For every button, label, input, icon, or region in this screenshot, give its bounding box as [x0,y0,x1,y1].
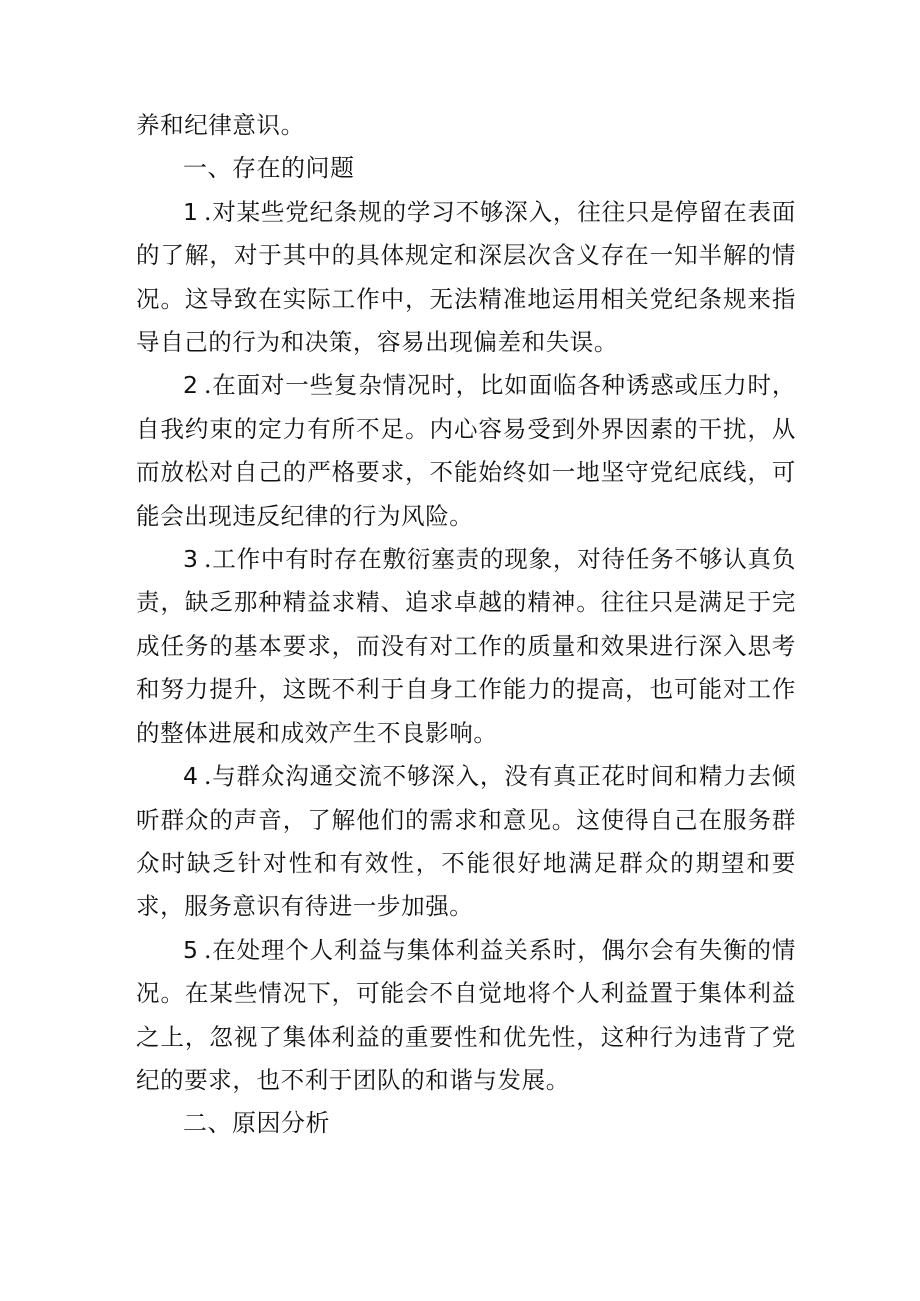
problem-item-1 [136,191,796,365]
problem-item-4-number: 4 [183,762,198,791]
problem-item-3-text: .工作中有时存在敷衍塞责的现象，对待任务不够认真负责，缺乏那种精益求精、追求卓越的精神。往往只是满足于完成任务的基本要求，而没有对工作的质量和效果进行深入思考和努力提升，这既不利于自身工作能力的提高，也可能对工作的整体进展和成效产生不良影响。 [136,545,796,747]
problem-item-1-number: 1 [183,197,198,226]
document-body [136,104,796,1146]
intro-fragment: 养和纪律意识。 [136,111,305,139]
problem-item-4 [136,755,796,929]
problem-item-2 [136,364,796,538]
section-2-heading: 二、原因分析 [183,1109,330,1138]
section-1-heading: 一、存在的问题 [183,154,355,183]
problem-item-5 [136,929,796,1103]
problem-item-5-text: .在处理个人利益与集体利益关系时，偶尔会有失衡的情况。在某些情况下，可能会不自觉地将个人利益置于集体利益之上，忽视了集体利益的重要性和优先性，这种行为违背了党纪的要求，也不利于团队的和谐与发展。 [136,935,796,1094]
problem-item-4-text: .与群众沟通交流不够深入，没有真正花时间和精力去倾听群众的声音，了解他们的需求和意见。这使得自己在服务群众时缺乏针对性和有效性，不能很好地满足群众的期望和要求，服务意识有待进一步加强。 [136,762,796,921]
problem-item-1-text: .对某些党纪条规的学习不够深入，往往只是停留在表面的了解，对于其中的具体规定和深层次含义存在一知半解的情况。这导致在实际工作中，无法精准地运用相关党纪条规来指导自己的行为和决策，容易出现偏差和失误。 [136,197,796,357]
problem-item-5-number: 5 [183,935,198,964]
problem-item-2-number: 2 [183,371,198,400]
problem-item-3 [136,538,796,755]
problem-item-2-text: .在面对一些复杂情况时，比如面临各种诱惑或压力时，自我约束的定力有所不足。内心容易受到外界因素的干扰，从而放松对自己的严格要求，不能始终如一地坚守党纪底线，可能会出现违反纪律的行为风险。 [136,371,796,530]
problem-item-3-number: 3 [183,545,198,574]
